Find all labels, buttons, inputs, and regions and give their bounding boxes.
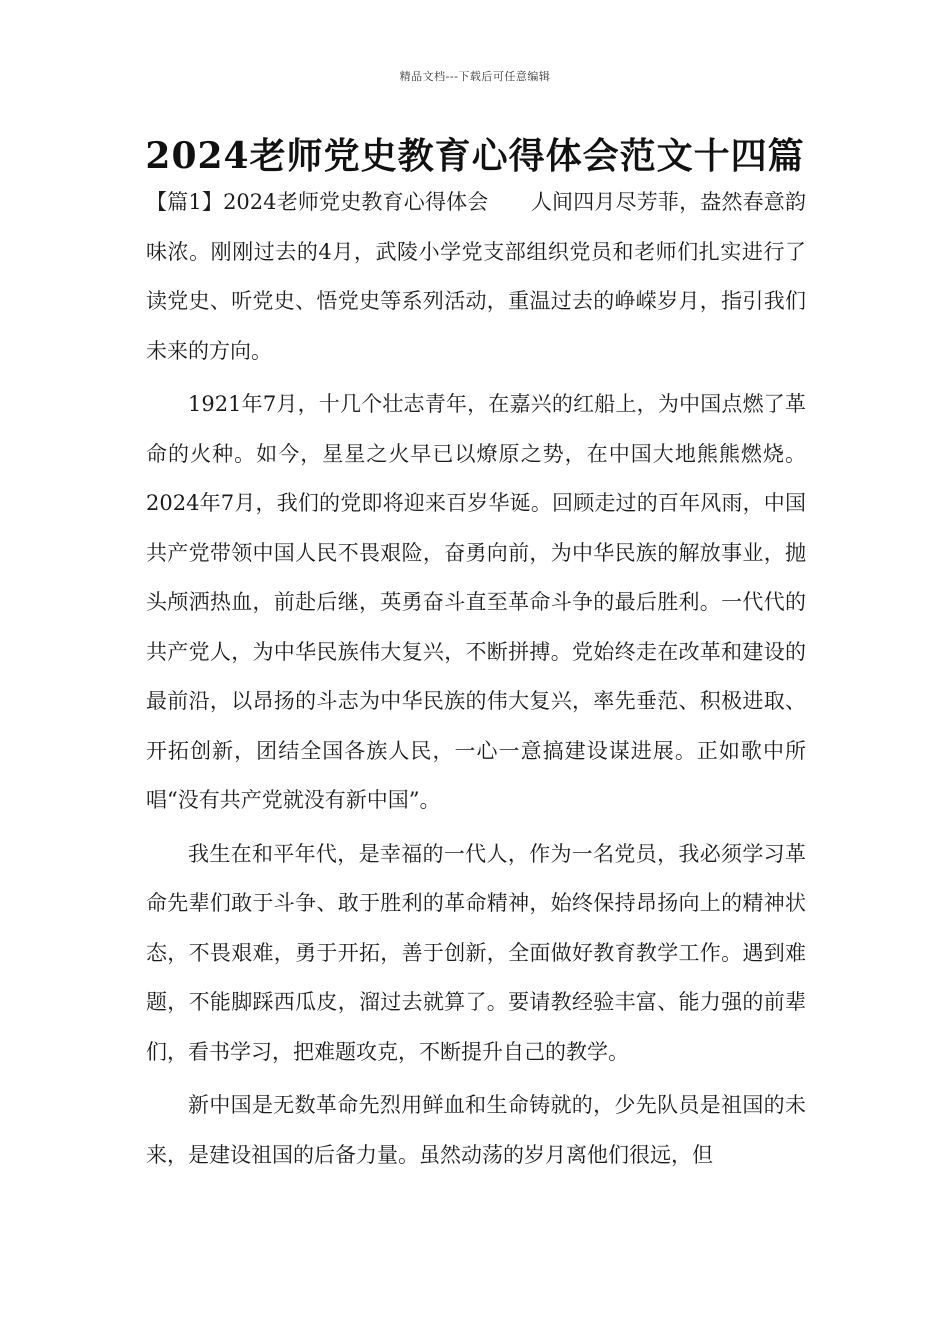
document-title: 2024老师党史教育心得体会范文十四篇 <box>145 135 805 177</box>
header-note: 精品文档---下载后可任意编辑 <box>399 70 551 83</box>
paragraph-4: 新中国是无数革命先烈用鲜血和生命铸就的，少先队员是祖国的未来，是建设祖国的后备力量。虽然动荡的岁月离他们很远，但 <box>146 1093 806 1167</box>
document-body <box>146 178 806 1180</box>
paragraph-3: 我生在和平年代，是幸福的一代人，作为一名党员，我必须学习革命先辈们敢于斗争、敢于胜利的革命精神，始终保持昂扬向上的精神状态，不畏艰难，勇于开拓，善于创新，全面做好教育教学工作。遇到难题，不能脚踩西瓜皮，溜过去就算了。要请教经验丰富、能力强的前辈们，看书学习，把难题攻克，不断提升自己的教学。 <box>146 841 806 1064</box>
paragraph-2: 1921年7月，十几个壮志青年，在嘉兴的红船上，为中国点燃了革命的火种。如今，星星之火早已以燎原之势，在中国大地熊熊燃烧。2024年7月，我们的党即将迎来百岁华诞。回顾走过的百年风雨，中国共产党带领中国人民不畏艰险，奋勇向前，为中华民族的解放事业，抛头颅洒热血，前赴后继，英勇奋斗直至革命斗争的最后胜利。一代代的共产党人，为中华民族伟大复兴，不断拼搏。党始终走在改革和建设的最前沿，以昂扬的斗志为中华民族的伟大复兴，率先垂范、积极进取、开拓创新，团结全国各族人民，一心一意搞建设谋进展。正如歌中所唱“没有共产党就没有新中国”。 <box>146 392 806 812</box>
paragraph-1: 【篇1】2024老师党史教育心得体会 人间四月尽芳菲，盎然春意韵味浓。刚刚过去的4月，武陵小学党支部组织党员和老师们扎实进行了读党史、听党史、悟党史等系列活动，重温过去的峥嵘岁月，指引我们未来的方向。 <box>146 190 806 363</box>
